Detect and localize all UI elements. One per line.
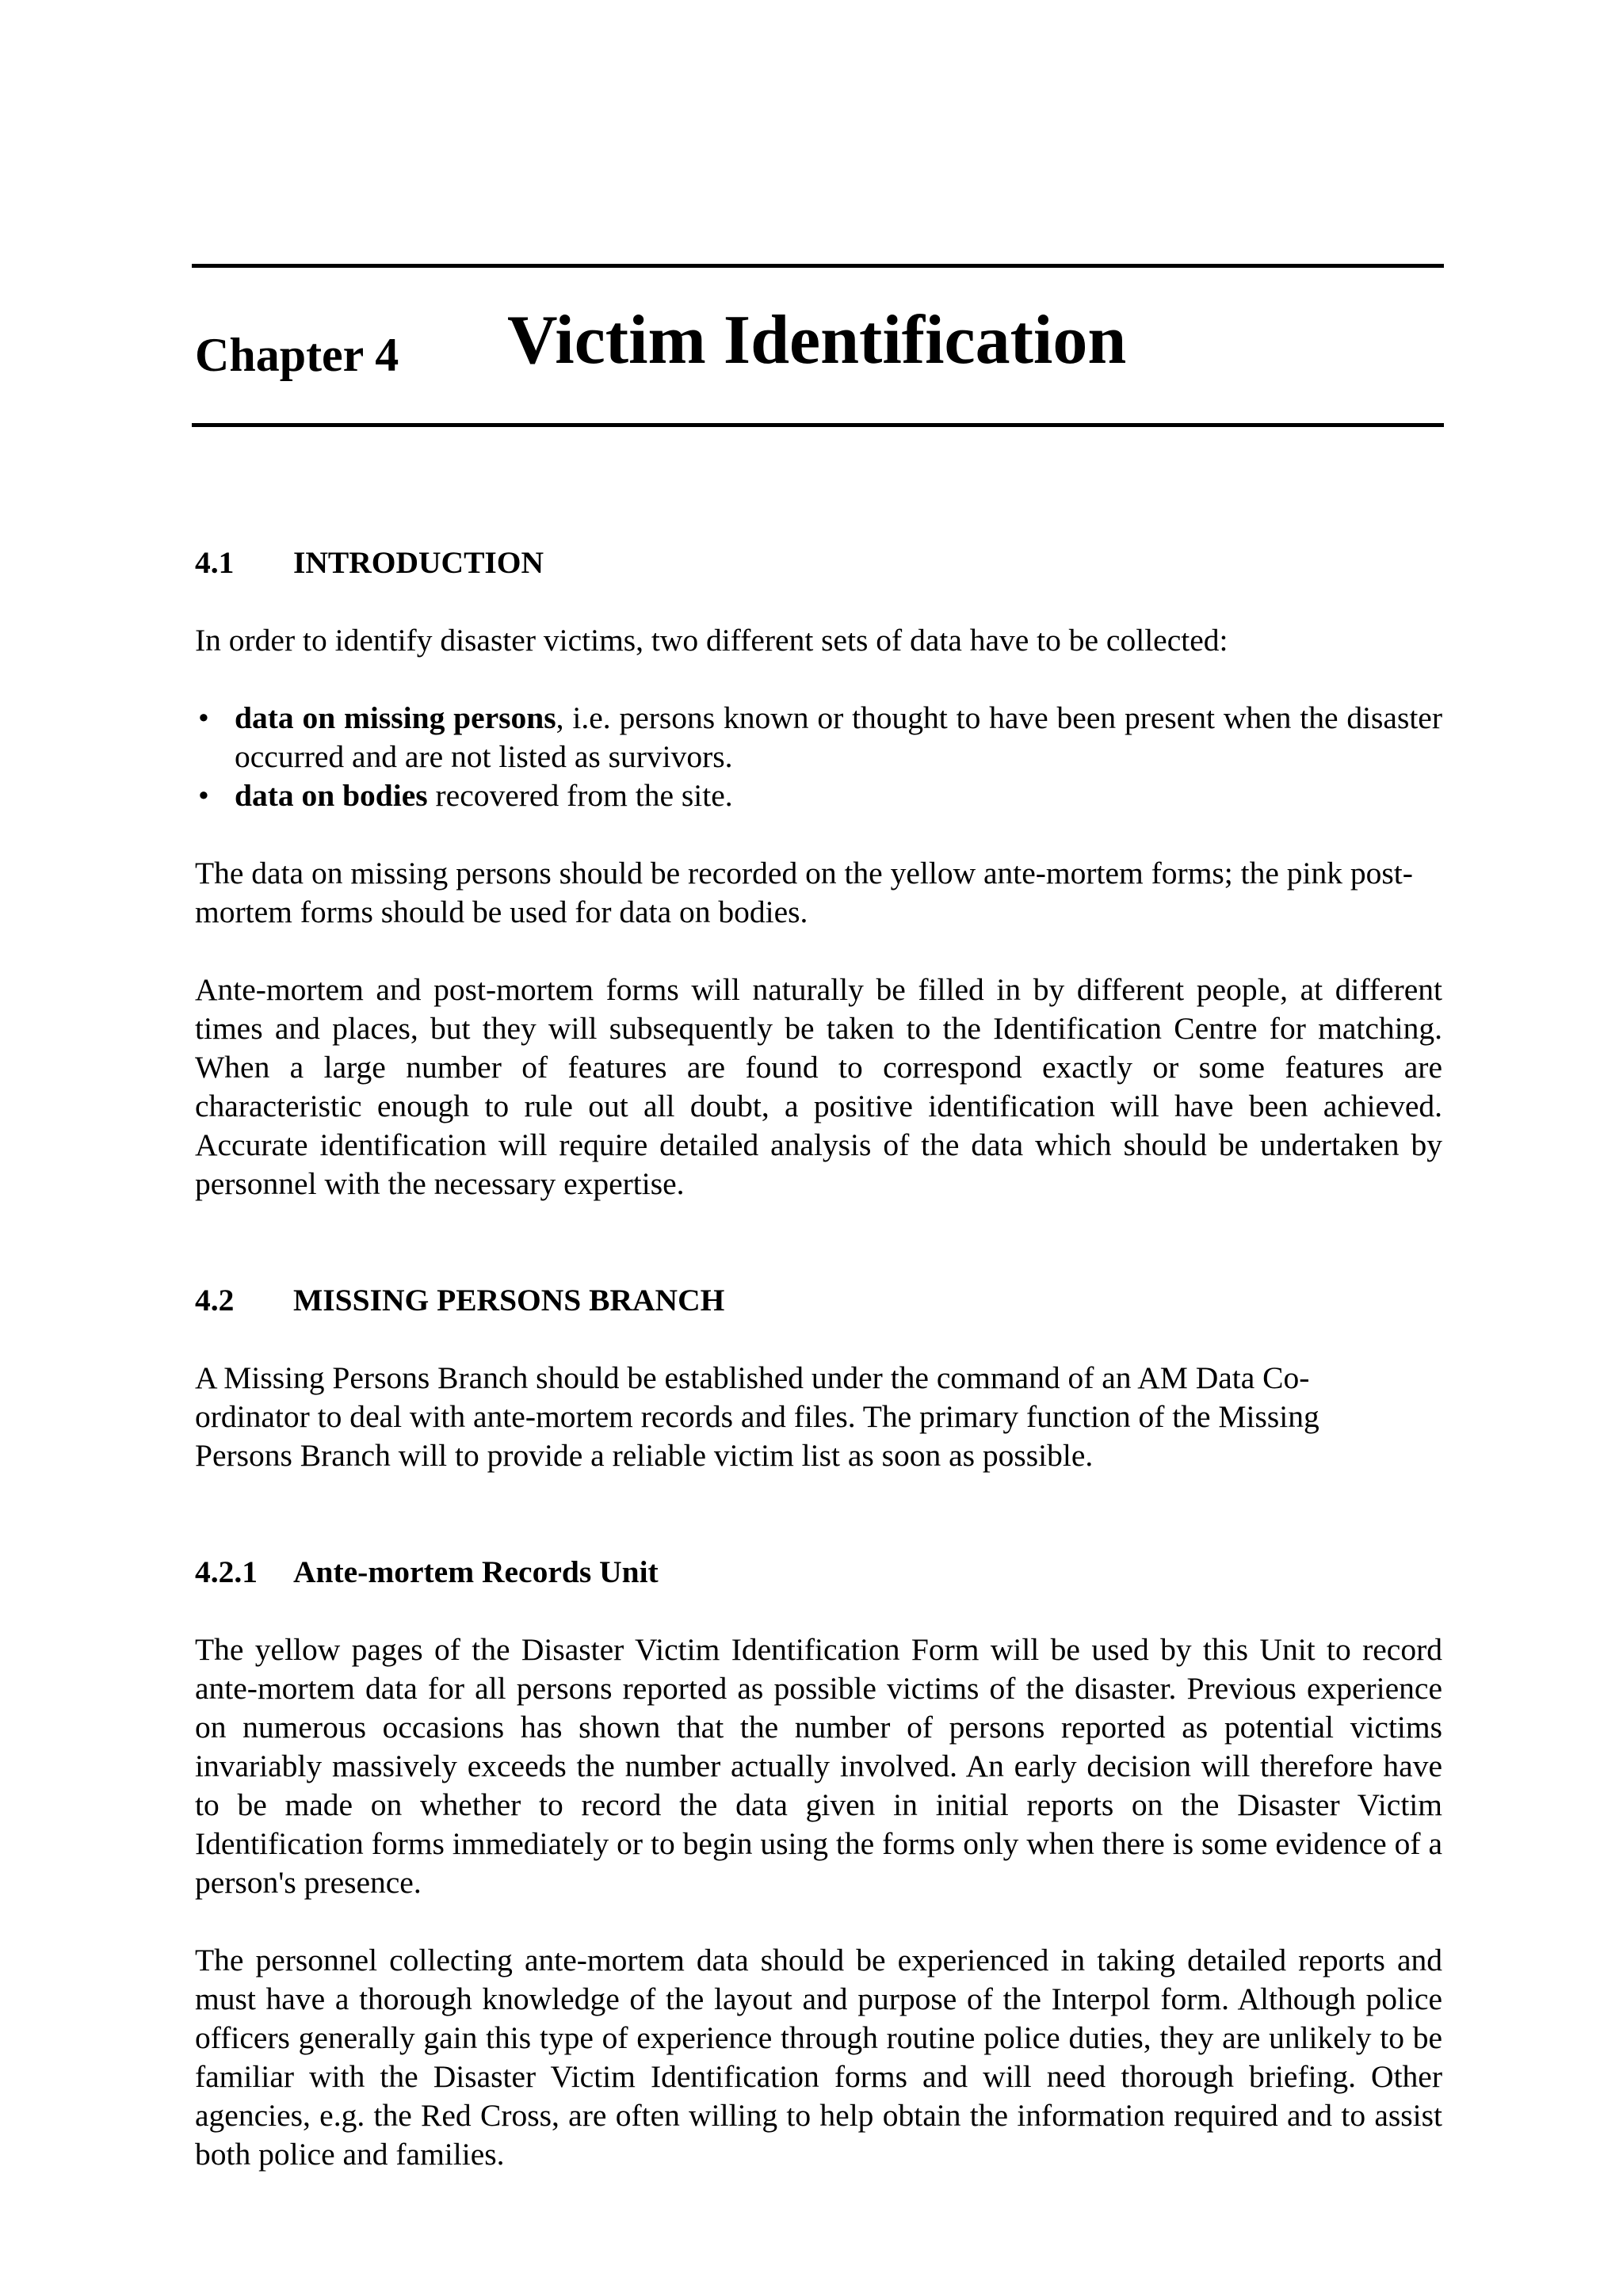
list-item-text: , i.e. persons known or thought to have been present when the disaster occurred and are not listed as survivors. — [235, 700, 1442, 774]
paragraph: A Missing Persons Branch should be established under the command of an AM Data Co-ordinator to deal with ante-mortem records and files. The primary function of the Missing Persons Branch will to provide a reliable victim list as soon as possible. — [195, 1360, 1319, 1473]
subsection-heading-4-2-1 — [195, 1553, 1442, 1592]
bullet-icon: • — [198, 778, 209, 813]
intro-paragraph: In order to identify disaster victims, two different sets of data have to be collected: — [195, 623, 1228, 658]
list-item-text: recovered from the site. — [427, 778, 733, 813]
subsection-title: Ante-mortem Records Unit — [293, 1554, 659, 1589]
list-item — [195, 776, 1442, 815]
paragraph: The data on missing persons should be recorded on the yellow ante-mortem forms; the pink post-mortem forms should be used for data on bodies. — [195, 856, 1413, 929]
section-title: MISSING PERSONS BRANCH — [293, 1283, 725, 1318]
top-rule — [192, 264, 1444, 268]
bullet-icon: • — [198, 700, 209, 735]
section-title: INTRODUCTION — [293, 545, 544, 580]
chapter-label: Chapter 4 — [195, 329, 399, 381]
paragraph: The yellow pages of the Disaster Victim Identification Form will be used by this Unit to record ante-mortem data for all persons reported as possible victims of the disaster. Previous experience on numerous occasions has shown that the number of persons reported as potential victims invariably massively exceeds the number actually involved. An early decision will therefore have to be made on whether to record the data given in initial reports on the Disaster Victim Identification forms immediately or to begin using the forms only when there is some evidence of a person's presence. — [195, 1632, 1442, 1900]
document-body — [195, 543, 1442, 2174]
section-number: 4.2 — [195, 1283, 235, 1318]
paragraph: The personnel collecting ante-mortem data should be experienced in taking detailed reports and must have a thorough knowledge of the layout and purpose of the Interpol form. Although police officers generally gain this type of experience through routine police duties, they are unlikely to be familiar with the Disaster Victim Identification forms and will need thorough briefing. Other agencies, e.g. the Red Cross, are often willing to help obtain the information required and to assist both police and families. — [195, 1943, 1442, 2172]
list-item-bold: data on missing persons — [235, 700, 556, 735]
section-heading-4-1 — [195, 543, 1442, 582]
list-item — [195, 699, 1442, 776]
section-heading-4-2 — [195, 1281, 1442, 1320]
chapter-title: Victim Identification — [507, 302, 1127, 379]
data-sets-list — [195, 699, 1442, 815]
bottom-rule — [192, 423, 1444, 427]
section-number: 4.1 — [195, 545, 235, 580]
paragraph: Ante-mortem and post-mortem forms will naturally be filled in by different people, at different times and places, but they will subsequently be taken to the Identification Centre for matching. When a large number of features are found to correspond exactly or some features are characteristic enough to rule out all doubt, a positive identification will have been achieved. Accurate identification will require detailed analysis of the data which should be undertaken by personnel with the necessary expertise. — [195, 972, 1442, 1201]
subsection-number: 4.2.1 — [195, 1554, 258, 1589]
list-item-bold: data on bodies — [235, 778, 428, 813]
